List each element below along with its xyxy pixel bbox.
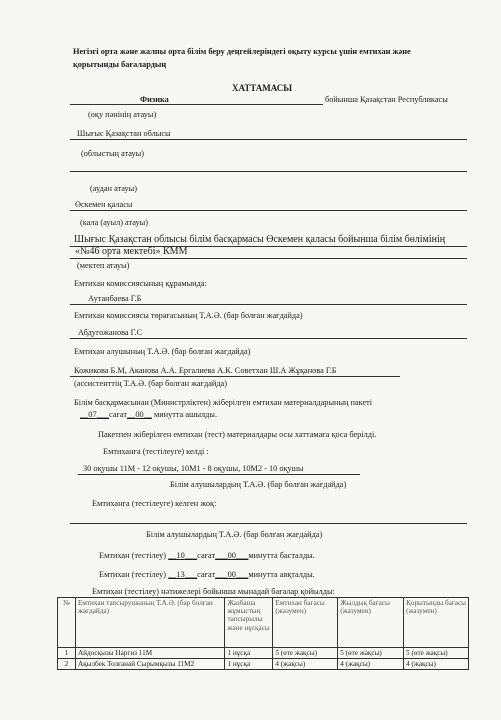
results-table xyxy=(57,597,469,670)
col-written-work: Жазбаша жұмыстың тапсырылы және нұсқасы xyxy=(225,598,273,648)
start-label: Емтихан (тестілеу) xyxy=(99,551,167,560)
region-value: Шығыс Қазақстан облысы xyxy=(77,129,171,138)
assistants-value: Кожикова Б.М, Аканова А.А. Ергалиева А.К. Советхан Ш.А Жұқанова Г.Б xyxy=(74,366,337,375)
col-exam-grade: Емтихан бағасы (жазумен) xyxy=(273,598,338,648)
col-number: № xyxy=(58,598,76,648)
end-hour-word: сағат xyxy=(197,570,216,579)
document-title: ХАТТАМАСЫ xyxy=(232,83,293,93)
student-name: Айдосқызы Наргиз 11М xyxy=(75,648,224,659)
end-min: 00 xyxy=(227,570,236,579)
col-student-name: Емтихан тапсырушының Т.А.Ә. (бар болған жағдайда) xyxy=(75,598,224,648)
absent-underline xyxy=(70,523,467,524)
exam-grade: 5 (өте жақсы) xyxy=(273,648,338,659)
col-final-grade: Қорытынды бағасы (жазумен) xyxy=(404,598,469,648)
school-caption: (мектеп атауы) xyxy=(77,261,130,270)
city-caption: (кала (ауыл) атауы) xyxy=(80,218,148,227)
absent-caption: Білім алушылардың Т.А.Ә. (бар болған жағдайда) xyxy=(146,530,323,539)
exam-grade: 4 (жақсы) xyxy=(273,659,338,670)
region-caption: (облыстың атауы) xyxy=(81,149,144,158)
chair-underline xyxy=(70,304,467,305)
start-time: Емтихан (тестілеу) __10___сағат___00___минутта басталды. xyxy=(99,551,315,560)
examiner-value: Абдугожанова Г.С xyxy=(78,328,143,337)
header-title-line2: қорытынды бағалардың xyxy=(73,60,167,69)
region-underline xyxy=(70,139,467,140)
school-line2: «№46 орта мектебі» КММ xyxy=(75,246,188,257)
subject-value: Физика xyxy=(140,95,169,104)
end-hour: 13 xyxy=(176,570,185,579)
final-grade: 5 (өте жақсы) xyxy=(404,648,469,659)
opened-text: минутта ашылды. xyxy=(153,410,218,419)
start-min: 00 xyxy=(227,551,236,560)
materials-opened: __07___сағат__00__ минутта ашылды. xyxy=(80,410,218,419)
opened-hour-word: сағат xyxy=(109,410,128,419)
results-intro: Емтихан (тестілеу) нәтижелері бойынша мынадай бағалар қойылды: xyxy=(92,587,335,596)
school-line1: Шығыс Қазақстан облысы білім басқармасы Өскемен қаласы бойынша білім бөлімінің xyxy=(74,234,446,245)
subject-suffix: бойынша Қазақстан Республикасы xyxy=(325,95,448,104)
came-value: 30 оқушы 11М - 12 оқушы, 10М1 - 8 оқушы, 10М2 - 10 оқушы xyxy=(83,464,304,473)
assistants-caption: (ассистенттің Т.А.Ә. (бар болған жағдайда) xyxy=(74,379,227,388)
table-row xyxy=(58,648,469,659)
end-time: Емтихан (тестілеу) __13___сағат___00___минутта аяқталды. xyxy=(99,570,315,579)
annual-grade: 5 (өте жақсы) xyxy=(338,648,404,659)
written-work: 1 нұсқа xyxy=(225,648,273,659)
final-grade: 4 (жақсы) xyxy=(404,659,469,670)
region-extra-line xyxy=(70,171,467,172)
written-work: 1 нұсқа xyxy=(225,659,273,670)
opened-hour: 07 xyxy=(88,410,97,419)
table-row xyxy=(58,659,469,670)
annual-grade: 4 (жақсы) xyxy=(338,659,404,670)
examiner-underline xyxy=(70,338,467,339)
city-underline xyxy=(70,210,467,211)
assistants-underline xyxy=(70,376,400,377)
chair-value: Аутанбаева Г.Б xyxy=(88,294,142,303)
start-hour: 10 xyxy=(176,551,185,560)
came-label: Емтиханға (тестілеуге) келді : xyxy=(103,447,209,456)
materials-line: Білім басқармасынан (Министрліктен) жіберілген емтихан материалдарының пакеті xyxy=(74,398,373,407)
examiner-caption: Емтихан алушының Т.А.Ә. (бар болған жағдайда) xyxy=(74,347,251,356)
absent-label: Емтиханға (тестілеуге) келген жоқ: xyxy=(92,499,217,508)
district-caption: (аудан атауы) xyxy=(90,184,138,193)
subject-underline xyxy=(70,104,323,105)
start-suffix: минутта басталды. xyxy=(248,551,315,560)
header-title-line1: Негізгі орта және жалпы орта білім беру деңгейлеріндегі оқыту курсы үшін емтихан және xyxy=(73,47,411,56)
city-value: Өскемен қаласы xyxy=(75,200,133,209)
end-suffix: минутта аяқталды. xyxy=(248,570,315,579)
end-label: Емтихан (тестілеу) xyxy=(99,570,167,579)
chair-caption: Емтихан комиссиясы төрағасының Т.А.Ә. (бар болған жағдайда) xyxy=(74,311,303,320)
start-hour-word: сағат xyxy=(197,551,216,560)
commission-label: Емтихан комиссиясының құрамында: xyxy=(74,279,207,288)
opened-min: 00 xyxy=(135,410,144,419)
results-table-header xyxy=(58,598,469,648)
row-number: 2 xyxy=(58,659,76,670)
package-note: Пакетпен жіберілген емтихан (тест) материалдары осы хаттамаға қоса берілді. xyxy=(98,430,377,439)
row-number: 1 xyxy=(58,648,76,659)
came-caption: Білім алушылардың Т.А.Ә. (бар болған жағдайда) xyxy=(170,480,347,489)
subject-caption: (оқу пәнінің атауы) xyxy=(88,110,157,119)
came-underline xyxy=(78,474,360,475)
col-annual-grade: Жылдық бағасы (жазумен) xyxy=(338,598,404,648)
student-name: Ақылбек Толғанай Сырымқызы 11М2 xyxy=(75,659,224,670)
school-underline-2 xyxy=(70,258,467,259)
